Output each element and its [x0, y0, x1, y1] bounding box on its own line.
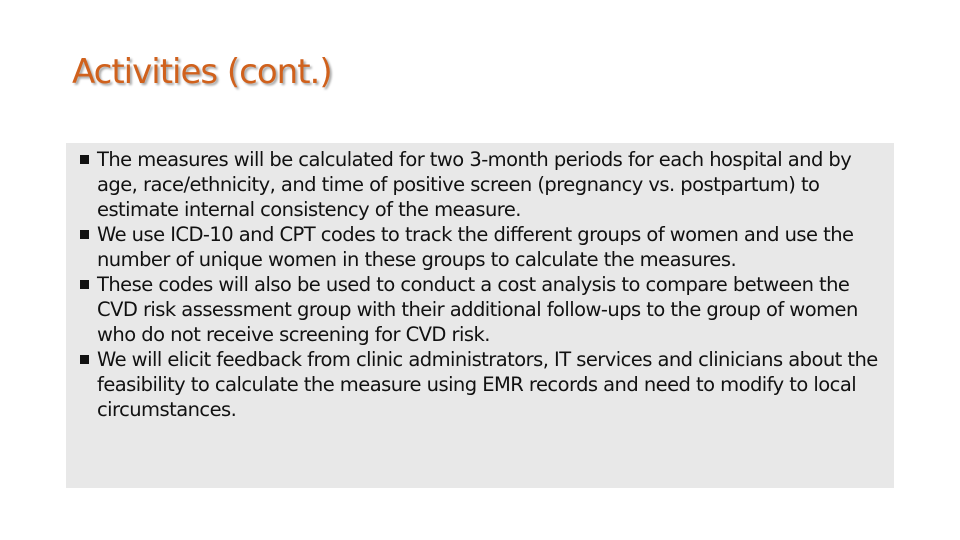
bullet-item: [72, 347, 884, 422]
bullet-text: We use ICD-10 and CPT codes to track the different groups of women and use the number of unique women in these groups to calculate the measures.: [97, 223, 854, 271]
bullet-list: [72, 147, 884, 422]
slide-title: Activities (cont.): [72, 52, 332, 92]
bullet-text: We will elicit feedback from clinic administrators, IT services and clinicians about the feasibility to calculate the measure using EMR records and need to modify to local circumstances.: [97, 348, 878, 421]
bullet-item: [72, 147, 884, 222]
square-bullet-icon: [80, 355, 89, 364]
bullet-item: [72, 222, 884, 272]
bullet-item: [72, 272, 884, 347]
square-bullet-icon: [80, 155, 89, 164]
square-bullet-icon: [80, 230, 89, 239]
content-box: [66, 143, 894, 488]
bullet-text: These codes will also be used to conduct a cost analysis to compare between the CVD risk assessment group with their additional follow-ups to the group of women who do not receive screening for CVD risk.: [97, 273, 858, 346]
square-bullet-icon: [80, 280, 89, 289]
bullet-text: The measures will be calculated for two 3-month periods for each hospital and by age, race/ethnicity, and time of positive screen (pregnancy vs. postpartum) to estimate internal consistency of the measure.: [97, 148, 852, 221]
